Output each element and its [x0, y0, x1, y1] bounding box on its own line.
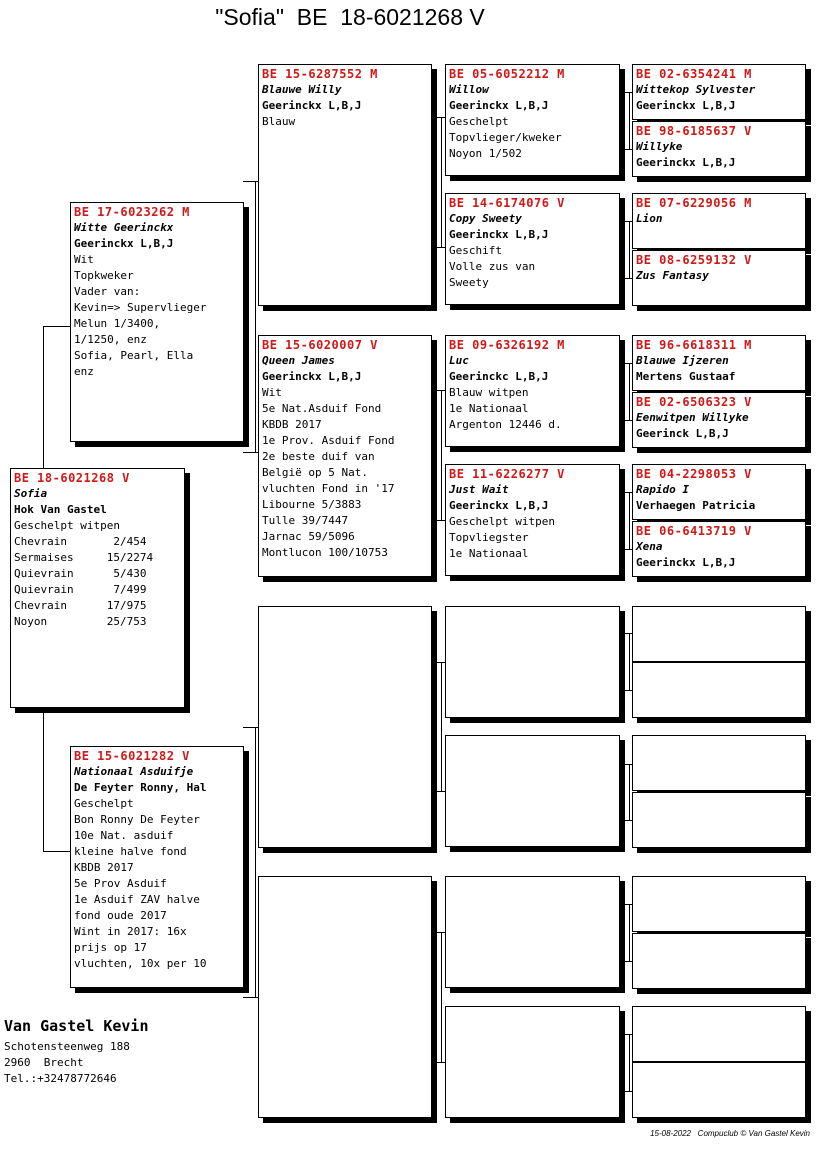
info-line: Argenton 12446 d. — [449, 418, 562, 431]
connector-line — [619, 549, 633, 550]
info-line: 5e Prov Asduif — [74, 877, 167, 890]
info-line: Geschelpt witpen — [449, 515, 555, 528]
connector-line — [431, 662, 445, 663]
connector-line — [431, 791, 445, 792]
ring-number: BE 18-6021268 V — [14, 471, 130, 485]
info-line: Chevrain 17/975 — [14, 599, 147, 612]
info-line: Noyon 25/753 — [14, 615, 147, 628]
great-grandparent-card[interactable] — [445, 193, 620, 305]
subject-card[interactable] — [10, 468, 185, 708]
gg-grandparent-card[interactable] — [632, 121, 806, 177]
great-grandparent-card[interactable] — [445, 1006, 620, 1118]
ring-number: BE 07-6229056 M — [636, 196, 752, 210]
sire-card[interactable] — [70, 202, 244, 442]
pigeon-name: Eenwitpen Willyke — [636, 411, 749, 424]
connector-line — [619, 633, 633, 634]
pigeon-name: Just Wait — [449, 483, 509, 496]
pigeon-name: Lion — [636, 212, 663, 225]
info-line: Geschelpt witpen — [14, 519, 120, 532]
connector-line — [243, 727, 259, 728]
connector-line — [619, 1091, 633, 1092]
connector-line — [243, 181, 259, 182]
info-line: Jarnac 59/5096 — [262, 530, 355, 543]
connector-line — [619, 420, 633, 421]
owner-name: Geerinckx L,B,J — [449, 228, 549, 241]
info-line: prijs op 17 — [74, 941, 147, 954]
pigeon-name: Witte Geerinckx — [74, 221, 174, 234]
connector-line — [255, 727, 256, 997]
owner-name: Geerinckx L,B,J — [636, 99, 736, 112]
gg-grandparent-card[interactable] — [632, 1062, 806, 1118]
gg-grandparent-card[interactable] — [632, 250, 806, 306]
owner-name: Verhaegen Patricia — [636, 499, 756, 512]
info-line: 1/1250, enz — [74, 333, 147, 346]
info-line: Montlucon 100/10753 — [262, 546, 388, 559]
pigeon-name: Willyke — [636, 140, 683, 153]
connector-line — [619, 690, 633, 691]
connector-line — [431, 1062, 445, 1063]
ring-number: BE 09-6326192 M — [449, 338, 565, 352]
ring-number: BE 15-6287552 M — [262, 67, 378, 81]
breeder-name: Van Gastel Kevin — [4, 1017, 149, 1035]
info-line: KBDB 2017 — [262, 418, 322, 431]
gg-grandparent-card[interactable] — [632, 735, 806, 791]
info-line: Wint in 2017: 16x — [74, 925, 187, 938]
connector-line — [629, 363, 630, 420]
connector-line — [431, 390, 445, 391]
connector-line — [441, 390, 442, 520]
connector-line — [441, 117, 442, 247]
gg-grandparent-card[interactable] — [632, 792, 806, 848]
connector-line — [629, 1034, 630, 1091]
pigeon-name: Nationaal Asduifje — [74, 765, 194, 778]
owner-name: Geerinck L,B,J — [636, 427, 729, 440]
info-line: Geschelpt — [74, 797, 134, 810]
footer-credit: 15-08-2022 Compuclub © Van Gastel Kevin — [650, 1129, 810, 1138]
ring-number: BE 98-6185637 V — [636, 124, 752, 138]
ring-number: BE 14-6174076 V — [449, 196, 565, 210]
great-grandparent-card[interactable] — [445, 876, 620, 988]
info-line: Sofia, Pearl, Ella — [74, 349, 194, 362]
owner-name: De Feyter Ronny, Hal — [74, 781, 207, 794]
gg-grandparent-card[interactable] — [632, 876, 806, 932]
owner-name: Geerinckx L,B,J — [74, 237, 174, 250]
info-line: 1e Prov. Asduif Fond — [262, 434, 395, 447]
pigeon-name: Zus Fantasy — [636, 269, 709, 282]
info-line: 10e Nat. asduif — [74, 829, 174, 842]
ring-number: BE 04-2298053 V — [636, 467, 752, 481]
info-line: Geschelpt — [449, 115, 509, 128]
gg-grandparent-card[interactable] — [632, 335, 806, 391]
info-line: 5e Nat.Asduif Fond — [262, 402, 382, 415]
pigeon-name: Wittekop Sylvester — [636, 83, 756, 96]
gg-grandparent-card[interactable] — [632, 933, 806, 989]
info-line: Blauw witpen — [449, 386, 529, 399]
connector-line — [619, 492, 633, 493]
gg-grandparent-card[interactable] — [632, 464, 806, 520]
ring-number: BE 11-6226277 V — [449, 467, 565, 481]
connector-line — [629, 633, 630, 690]
info-line: vluchten, 10x per 10 — [74, 957, 207, 970]
pigeon-name: Blauwe Ijzeren — [636, 354, 729, 367]
info-line: KBDB 2017 — [74, 861, 134, 874]
connector-line — [629, 92, 630, 149]
pigeon-name: Rapido I — [636, 483, 689, 496]
connector-line — [243, 997, 259, 998]
connector-line — [431, 520, 445, 521]
connector-line — [431, 932, 445, 933]
pigeon-name: Blauwe Willy — [262, 83, 342, 96]
pigeon-name: Queen James — [262, 354, 335, 367]
connector-line — [619, 149, 633, 150]
info-line: Topkweker — [74, 269, 134, 282]
connector-line — [619, 92, 633, 93]
info-line: Quievrain 5/430 — [14, 567, 147, 580]
great-grandparent-card[interactable] — [445, 735, 620, 847]
dam-card[interactable] — [70, 746, 244, 988]
owner-name: Geerinckx L,B,J — [449, 99, 549, 112]
info-line: Libourne 5/3883 — [262, 498, 362, 511]
breeder-street: Schotensteenweg 188 — [4, 1040, 130, 1053]
ring-number: BE 02-6354241 M — [636, 67, 752, 81]
info-line: Sweety — [449, 276, 489, 289]
info-line: Kevin=> Supervlieger — [74, 301, 207, 314]
info-line: Quievrain 7/499 — [14, 583, 147, 596]
connector-line — [619, 221, 633, 222]
dam-sire-card[interactable] — [258, 606, 432, 848]
owner-name: Geerinckx L,B,J — [262, 370, 362, 383]
info-line: Bon Ronny De Feyter — [74, 813, 200, 826]
sire-dam-card[interactable] — [258, 335, 432, 577]
connector-line — [619, 764, 633, 765]
owner-name: Geerinckx L,B,J — [636, 556, 736, 569]
info-line: kleine halve fond — [74, 845, 187, 858]
great-grandparent-card[interactable] — [445, 335, 620, 447]
info-line: Geschift — [449, 244, 502, 257]
connector-line — [255, 181, 256, 453]
gg-grandparent-card[interactable] — [632, 1006, 806, 1062]
info-line: 1e Nationaal — [449, 402, 529, 415]
info-line: Noyon 1/502 — [449, 147, 522, 160]
gg-grandparent-card[interactable] — [632, 521, 806, 577]
connector-line — [619, 278, 633, 279]
info-line: Topvliegster — [449, 531, 529, 544]
info-line: Chevrain 2/454 — [14, 535, 147, 548]
gg-grandparent-card[interactable] — [632, 606, 806, 662]
connector-line — [431, 247, 445, 248]
dam-dam-card[interactable] — [258, 876, 432, 1118]
owner-name: Geerinckc L,B,J — [449, 370, 549, 383]
info-line: 2e beste duif van — [262, 450, 375, 463]
pigeon-name: Sofia — [14, 487, 48, 500]
connector-line — [43, 326, 44, 468]
owner-name: Geerinckx L,B,J — [449, 499, 549, 512]
pigeon-name: Luc — [449, 354, 469, 367]
info-line: Blauw — [262, 115, 296, 128]
breeder-phone: Tel.:+32478772646 — [4, 1072, 117, 1085]
owner-name: Mertens Gustaaf — [636, 370, 736, 383]
great-grandparent-card[interactable] — [445, 606, 620, 718]
info-line: Volle zus van — [449, 260, 536, 273]
great-grandparent-card[interactable] — [445, 464, 620, 576]
sire-sire-card[interactable] — [258, 64, 432, 306]
breeder-info — [4, 1018, 149, 1087]
ring-number: BE 96-6618311 M — [636, 338, 752, 352]
info-line: Melun 1/3400, — [74, 317, 161, 330]
gg-grandparent-card[interactable] — [632, 392, 806, 448]
connector-line — [619, 1034, 633, 1035]
ring-number: BE 15-6020007 V — [262, 338, 378, 352]
breeder-city: 2960 Brecht — [4, 1056, 84, 1069]
ring-number: BE 02-6506323 V — [636, 395, 752, 409]
info-line: 1e Asduif ZAV halve — [74, 893, 200, 906]
info-line: Vader van: — [74, 285, 141, 298]
connector-line — [629, 904, 630, 961]
connector-line — [629, 221, 630, 278]
connector-line — [619, 961, 633, 962]
connector-line — [441, 662, 442, 791]
connector-line — [243, 452, 259, 453]
ring-number: BE 06-6413719 V — [636, 524, 752, 538]
connector-line — [43, 326, 70, 327]
info-line: Sermaises 15/2274 — [14, 551, 154, 564]
info-line: fond oude 2017 — [74, 909, 167, 922]
info-line: Wit — [262, 386, 282, 399]
connector-line — [619, 904, 633, 905]
owner-name: Geerinckx L,B,J — [636, 156, 736, 169]
info-line: vluchten Fond in '17 — [262, 482, 395, 495]
gg-grandparent-card[interactable] — [632, 64, 806, 120]
great-grandparent-card[interactable] — [445, 64, 620, 176]
info-line: Topvlieger/kweker — [449, 131, 562, 144]
gg-grandparent-card[interactable] — [632, 193, 806, 249]
connector-line — [629, 492, 630, 549]
page-title: "Sofia" BE 18-6021268 V — [215, 4, 485, 30]
ring-number: BE 17-6023262 M — [74, 205, 190, 219]
info-line: België op 5 Nat. — [262, 466, 368, 479]
connector-line — [619, 820, 633, 821]
ring-number: BE 05-6052212 M — [449, 67, 565, 81]
pigeon-name: Willow — [449, 83, 489, 96]
connector-line — [43, 708, 44, 851]
connector-line — [431, 117, 445, 118]
connector-line — [43, 851, 70, 852]
ring-number: BE 08-6259132 V — [636, 253, 752, 267]
pigeon-name: Copy Sweety — [449, 212, 522, 225]
owner-name: Geerinckx L,B,J — [262, 99, 362, 112]
connector-line — [441, 932, 442, 1062]
info-line: Wit — [74, 253, 94, 266]
info-line: enz — [74, 365, 94, 378]
pigeon-name: Xena — [636, 540, 663, 553]
owner-name: Hok Van Gastel — [14, 503, 107, 516]
gg-grandparent-card[interactable] — [632, 662, 806, 718]
info-line: 1e Nationaal — [449, 547, 529, 560]
info-line: Tulle 39/7447 — [262, 514, 349, 527]
connector-line — [619, 363, 633, 364]
ring-number: BE 15-6021282 V — [74, 749, 190, 763]
connector-line — [629, 764, 630, 820]
